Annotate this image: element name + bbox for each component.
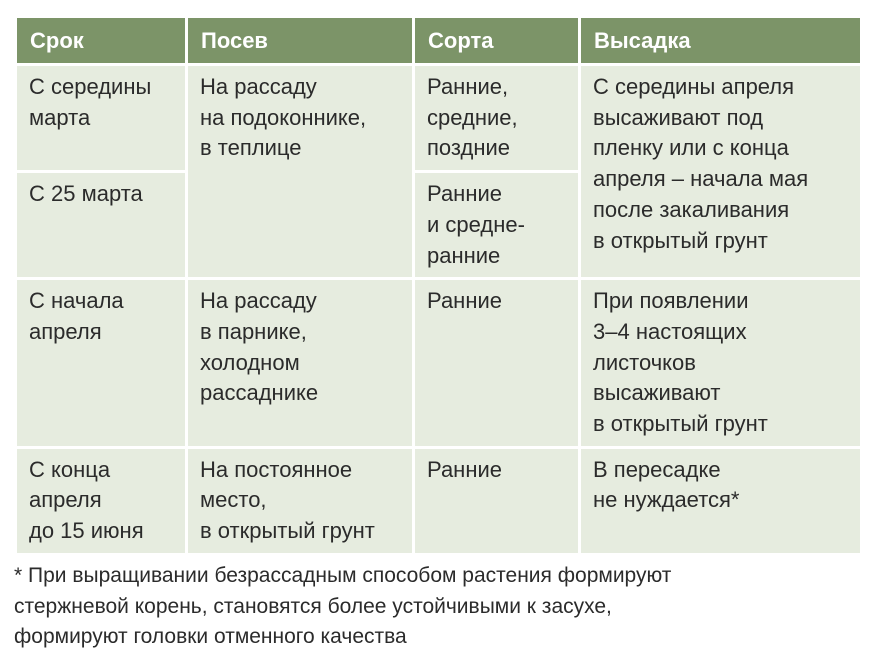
cell-srok xyxy=(16,65,187,172)
cell-line: С середины апреля xyxy=(593,74,795,99)
cell-sorta xyxy=(414,65,580,172)
cell-line: апреля xyxy=(29,487,102,513)
cell-line: до 15 июня xyxy=(29,518,144,544)
cell-line: На рассаду xyxy=(200,74,317,99)
cell-line: в теплице xyxy=(200,135,302,161)
cell-line: рассаднике xyxy=(200,380,319,406)
footnote-line: * При выращивании безрассадным способом растения формируют xyxy=(14,564,672,587)
cell-line: С 25 марта xyxy=(29,181,143,207)
cell-line: Ранние xyxy=(427,181,503,207)
footnote xyxy=(14,561,864,653)
cell-posev xyxy=(187,279,414,448)
cell-line: средние, xyxy=(427,104,518,130)
cell-srok xyxy=(16,279,187,448)
header-vysadka: Высадка xyxy=(580,17,862,65)
cell-line: и средне- xyxy=(427,211,525,237)
cell-line: поздние xyxy=(427,135,511,161)
header-posev: Посев xyxy=(187,17,414,65)
cell-srok xyxy=(16,447,187,554)
cell-line: в парнике, xyxy=(200,318,307,344)
table-row xyxy=(16,279,862,448)
table-row xyxy=(16,65,862,172)
cell-sorta xyxy=(414,172,580,279)
cell-posev xyxy=(187,447,414,554)
cell-vysadka xyxy=(580,65,862,279)
cell-vysadka xyxy=(580,447,862,554)
planting-schedule-table xyxy=(14,15,863,556)
cell-line: после закаливания xyxy=(593,196,790,222)
cell-line: не нуждается* xyxy=(593,487,740,513)
cell-line: марта xyxy=(29,104,91,130)
cell-line: на подоконнике, xyxy=(200,104,367,130)
table-row xyxy=(16,447,862,554)
cell-line: в открытый грунт xyxy=(593,227,768,253)
table-header-row xyxy=(16,17,862,65)
header-sorta: Сорта xyxy=(414,17,580,65)
header-srok: Срок xyxy=(16,17,187,65)
cell-line: апреля – начала мая xyxy=(593,166,809,192)
cell-line: в открытый грунт xyxy=(593,411,768,437)
cell-line: листочков xyxy=(593,349,696,375)
cell-srok xyxy=(16,172,187,279)
cell-line: Ранние, xyxy=(427,74,509,99)
cell-line: В пересадке xyxy=(593,456,721,482)
cell-line: апреля xyxy=(29,318,102,344)
cell-line: в открытый грунт xyxy=(200,518,375,544)
cell-line: место, xyxy=(200,487,267,513)
cell-line: пленку или с конца xyxy=(593,135,789,161)
cell-line: 3–4 настоящих xyxy=(593,318,747,344)
cell-sorta xyxy=(414,447,580,554)
cell-line: холодном xyxy=(200,349,300,375)
cell-line: С конца xyxy=(29,456,111,482)
cell-line: Ранние xyxy=(427,456,503,482)
cell-line: С начала xyxy=(29,288,124,314)
cell-line: При появлении xyxy=(593,288,749,314)
cell-line: С середины xyxy=(29,74,152,99)
cell-sorta xyxy=(414,279,580,448)
cell-line: высаживают под xyxy=(593,104,764,130)
cell-vysadka xyxy=(580,279,862,448)
cell-line: ранние xyxy=(427,242,501,268)
cell-line: Ранние xyxy=(427,288,503,314)
footnote-line: стержневой корень, становятся более устойчивыми к засухе, xyxy=(14,594,612,618)
cell-line: высаживают xyxy=(593,380,721,406)
cell-line: На постоянное xyxy=(200,456,353,482)
cell-posev xyxy=(187,65,414,279)
cell-line: На рассаду xyxy=(200,288,317,314)
footnote-line: формируют головки отменного качества xyxy=(14,625,407,648)
